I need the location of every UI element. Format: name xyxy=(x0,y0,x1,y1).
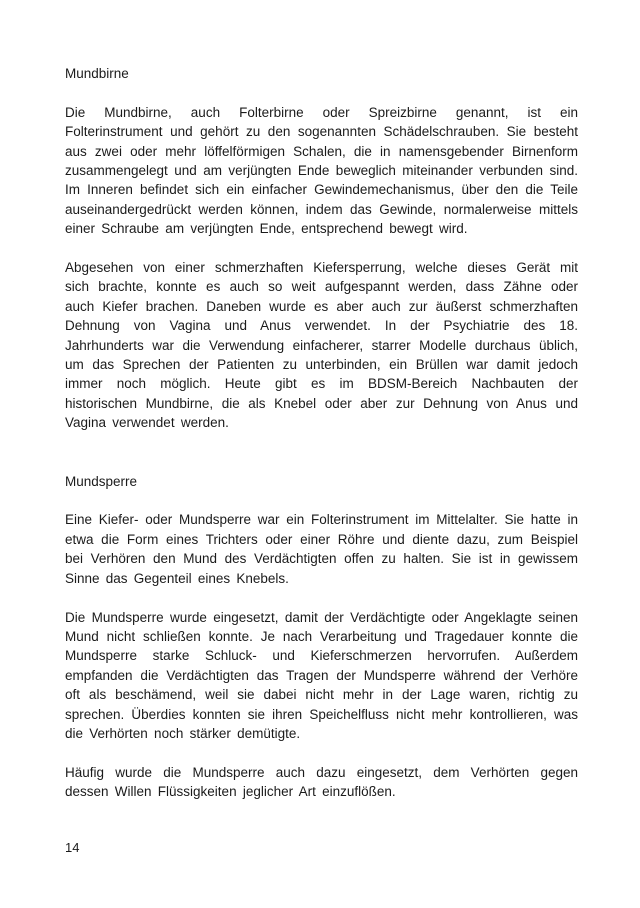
paragraph-mundbirne-2: Abgesehen von einer schmerzhaften Kiefersperrung, welche dieses Gerät mit sich brachte, konnte es auch so weit aufgespannt werden, dass Zähne oder auch Kiefer brachen. Daneben wurde es aber auch zur äußerst schmerzhaften Dehnung von Vagina und Anus verwendet. In der Psychiatrie des 18. Jahrhunderts war die Verwendung einfacherer, starrer Modelle durchaus üblich, um das Sprechen der Patienten zu unterbinden, ein Brüllen war damit jedoch immer noch möglich. Heute gibt es im BDSM-Bereich Nachbauten der historischen Mundbirne, die als Knebel oder aber zur Dehnung von Anus und Vagina verwendet werden. xyxy=(65,260,578,431)
paragraph-mundsperre-3: Häufig wurde die Mundsperre auch dazu eingesetzt, dem Verhörten gegen dessen Willen Flüssigkeiten jeglicher Art einzuflößen. xyxy=(65,764,578,800)
paragraph-mundsperre-2: Die Mundsperre wurde eingesetzt, damit der Verdächtigte oder Angeklagte seinen Mund nicht schließen konnte. Je nach Verarbeitung und Tragedauer konnte die Mundsperre starke Schluck- und Kieferschmerzen hervorrufen. Außerdem empfanden die Verdächtigten das Tragen der Mundsperre während der Verhöre oft als beschämend, weil sie dabei nicht mehr in der Lage waren, richtig zu sprechen. Überdies konnten sie ihren Speichelfluss nicht mehr kontrollieren, was die Verhörten noch stärker demütigte. xyxy=(65,609,578,741)
paragraph-mundsperre-1: Eine Kiefer- oder Mundsperre war ein Folterinstrument im Mittelalter. Sie hatte in etwa die Form eines Trichters oder einer Röhre und diente dazu, zum Beispiel bei Verhören den Mund des Verdächtigten offen zu halten. Sie ist in gewissem Sinne das Gegenteil eines Knebels. xyxy=(65,512,578,586)
page-number: 14 xyxy=(65,840,80,855)
section-heading-mundbirne: Mundbirne xyxy=(65,66,129,81)
paragraph-mundbirne-1: Die Mundbirne, auch Folterbirne oder Spreizbirne genannt, ist ein Folterinstrument und gehört zu den sogenannten Schädelschrauben. Sie besteht aus zwei oder mehr löffelförmigen Schalen, die in namensgebender Birnenform zusammengelegt und am verjüngten Ende beweglich miteinander verbunden sind. Im Inneren befindet sich ein einfacher Gewindemechanismus, über den die Teile auseinandergedrückt werden können, indem das Gewinde, normalerweise mittels einer Schraube am verjüngten Ende, entsprechend bewegt wird. xyxy=(65,104,578,237)
section-heading-mundsperre: Mundsperre xyxy=(65,473,138,489)
